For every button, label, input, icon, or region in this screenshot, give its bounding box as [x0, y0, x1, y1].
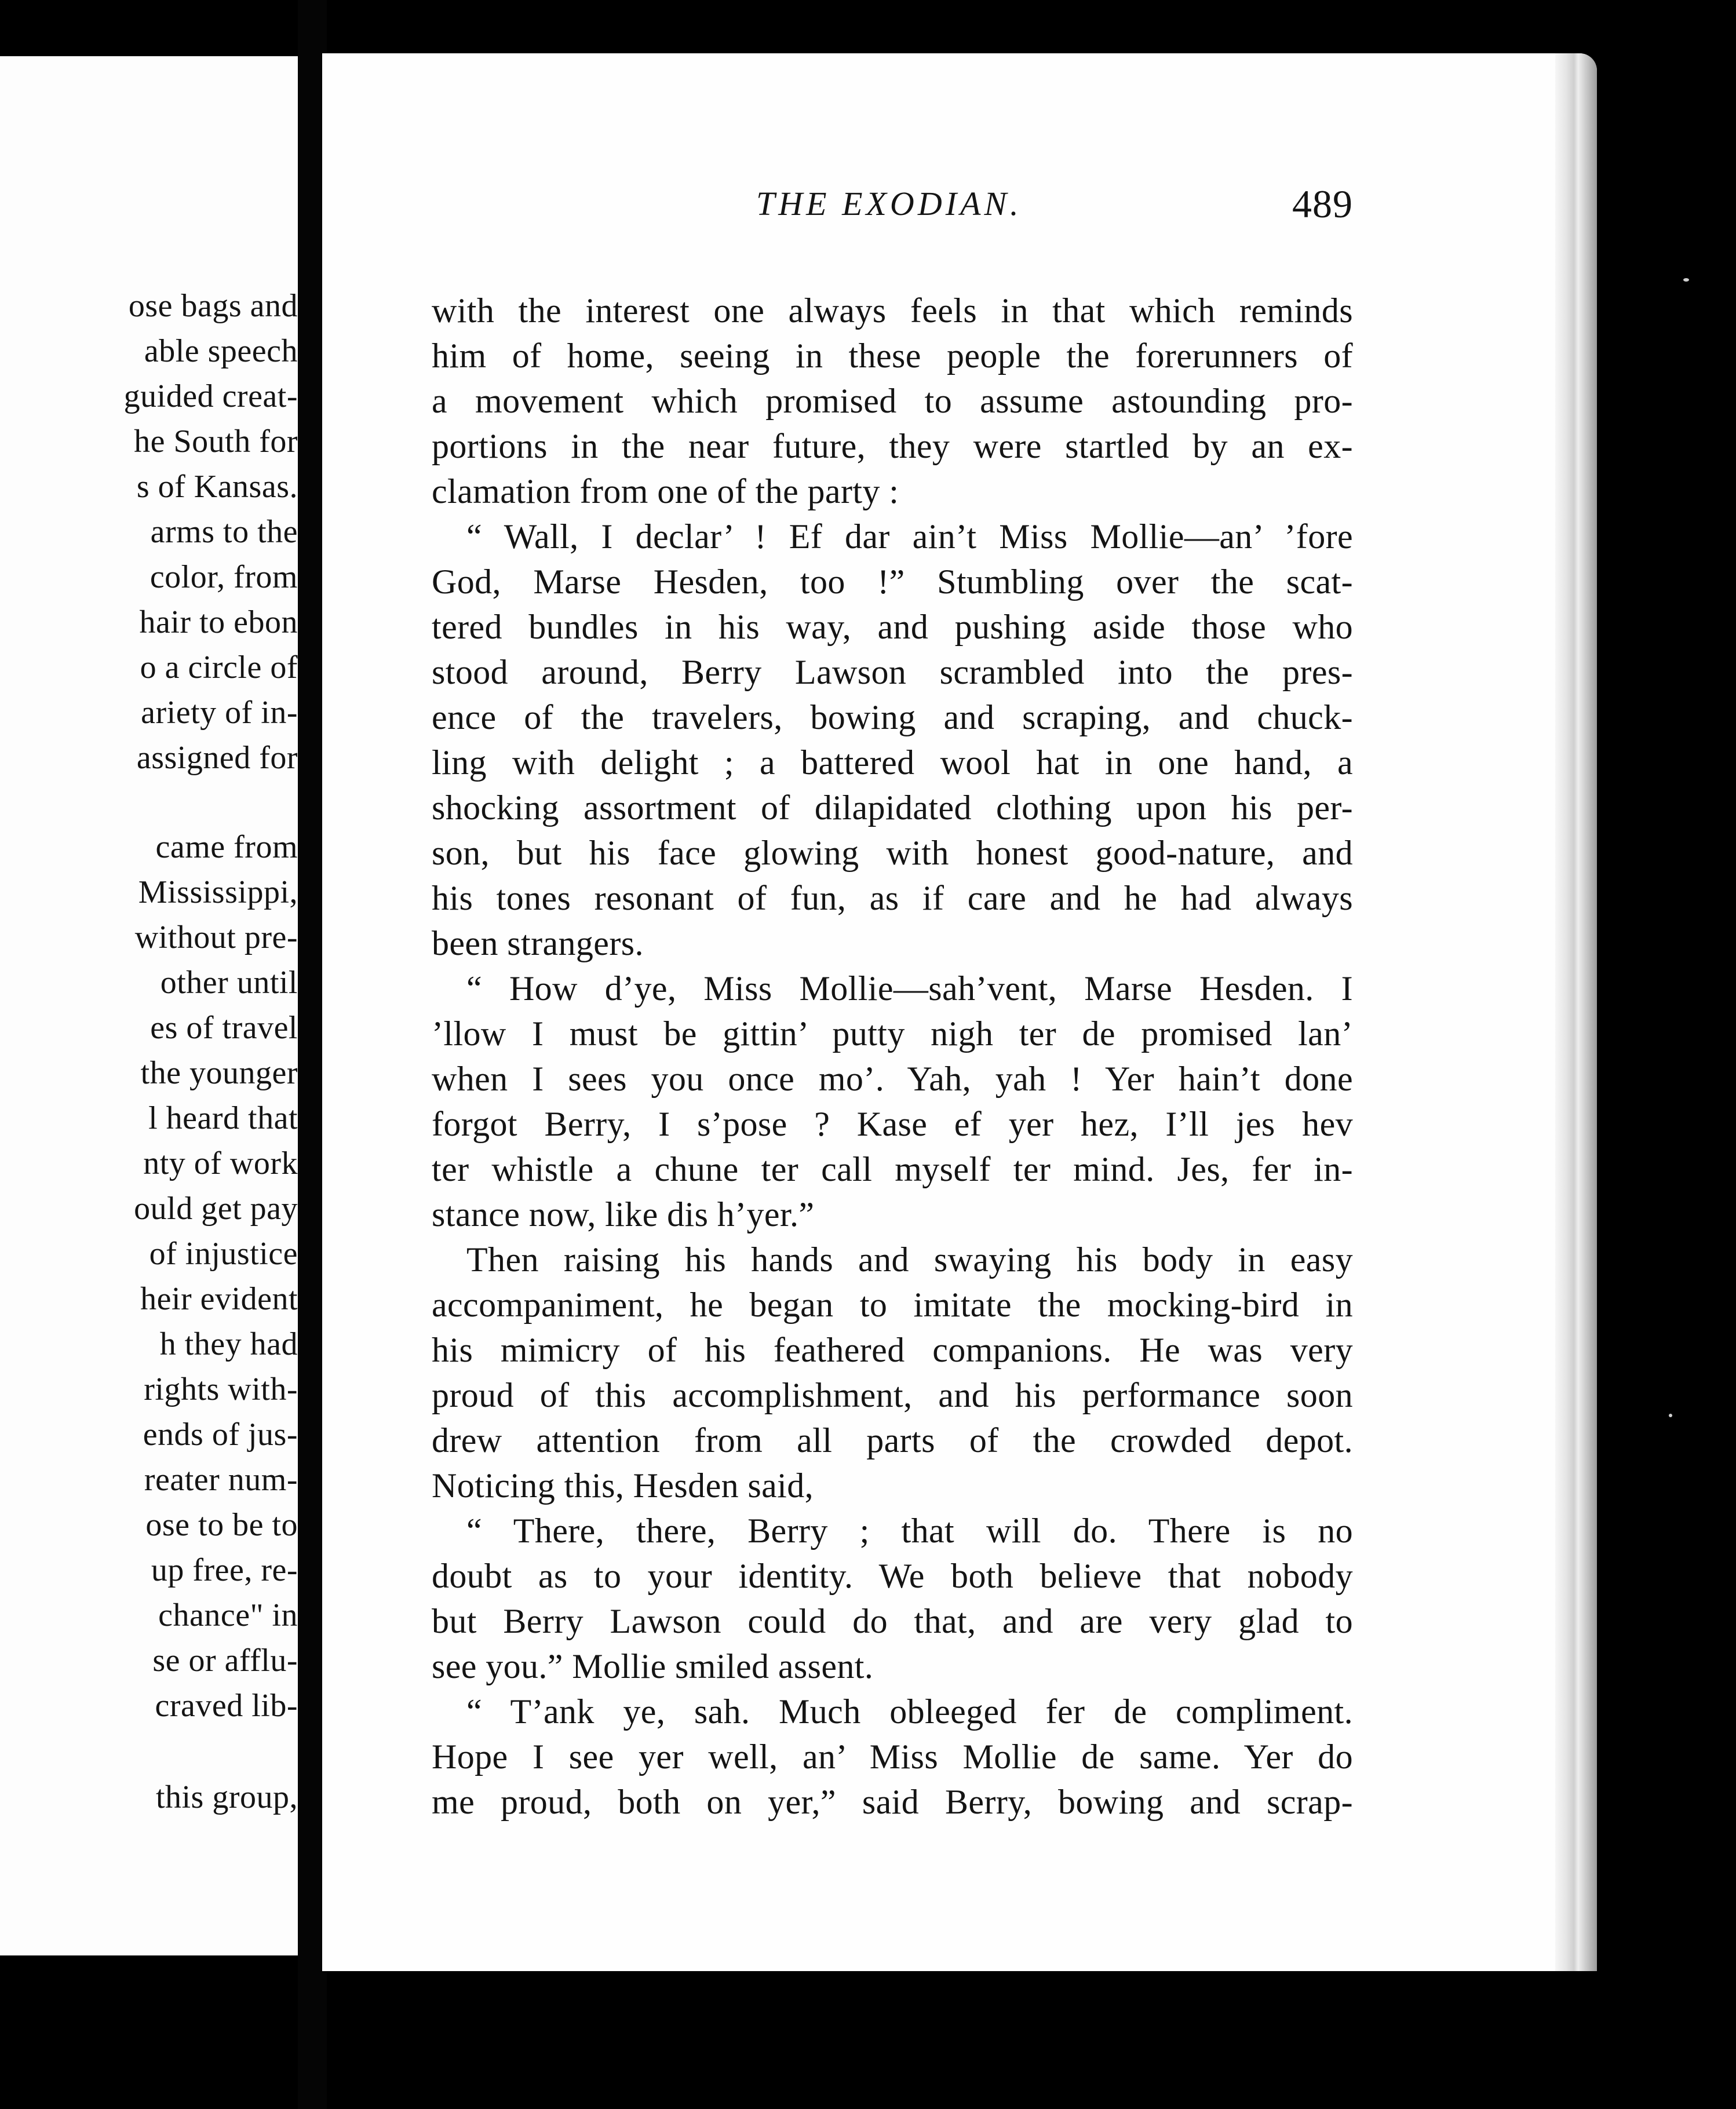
- text-line: doubt as to your identity. We both believe that nobody: [432, 1557, 1353, 1595]
- text-line: accompaniment, he began to imitate the mocking-bird in: [432, 1286, 1353, 1324]
- left-page: [0, 56, 298, 1955]
- scan-speck: [1683, 278, 1689, 282]
- left-line: es of travel: [150, 1010, 298, 1046]
- scan-speck: [1669, 1414, 1672, 1417]
- body-text: [432, 288, 1353, 1825]
- left-line: ariety of in-: [141, 695, 298, 731]
- text-line: “ How d’ye, Miss Mollie—sah’vent, Marse Hesden. I: [466, 969, 1353, 1008]
- text-line: God, Marse Hesden, too !” Stumbling over the scat-: [432, 563, 1353, 601]
- text-line: ’llow I must be gittin’ putty nigh ter de promised lan’: [432, 1015, 1353, 1053]
- left-line: s of Kansas.: [136, 469, 298, 505]
- text-line: son, but his face glowing with honest good-nature, and: [432, 834, 1353, 872]
- text-line: ling with delight ; a battered wool hat in one hand, a: [432, 743, 1353, 782]
- text-line: “ Wall, I declar’ ! Ef dar ain’t Miss Mollie—an’ ’fore: [466, 517, 1353, 556]
- left-line: heir evident: [140, 1281, 298, 1317]
- left-line: arms to the: [150, 514, 298, 550]
- left-line: ends of jus-: [143, 1417, 298, 1453]
- left-line: came from: [155, 829, 298, 865]
- left-line: ose bags and: [128, 288, 298, 324]
- left-line: of injustice: [149, 1236, 298, 1272]
- left-line: se or afflu-: [152, 1643, 298, 1679]
- left-line: he South for: [134, 424, 298, 459]
- page-number: 489: [1292, 182, 1353, 226]
- left-line: l heard that: [148, 1100, 298, 1136]
- text-line: clamation from one of the party :: [432, 472, 899, 510]
- left-line-blank: [0, 1728, 298, 1775]
- left-line: without pre-: [134, 920, 298, 955]
- text-line: stance now, like dis h’yer.”: [432, 1195, 815, 1234]
- text-line: “ There, there, Berry ; that will do. There is no: [466, 1512, 1353, 1550]
- left-line: reater num-: [144, 1462, 298, 1498]
- left-line: o a circle of: [140, 650, 298, 685]
- text-line: his tones resonant of fun, as if care and he had always: [432, 879, 1353, 917]
- text-line: stood around, Berry Lawson scrambled into the pres-: [432, 653, 1353, 691]
- text-line: with the interest one always feels in that which reminds: [432, 291, 1353, 330]
- left-line: Mississippi,: [138, 874, 298, 910]
- left-line: this group,: [155, 1779, 298, 1815]
- left-line: hair to ebon: [139, 604, 298, 640]
- text-line: Hope I see yer well, an’ Miss Mollie de same. Yer do: [432, 1738, 1353, 1776]
- page-fore-edge: [1555, 53, 1597, 1971]
- text-line: his mimicry of his feathered companions. He was very: [432, 1331, 1353, 1369]
- text-line: when I sees you once mo’. Yah, yah ! Yer hain’t done: [432, 1060, 1353, 1098]
- left-line-blank: [0, 780, 298, 824]
- text-line: drew attention from all parts of the crowded depot.: [432, 1421, 1353, 1459]
- text-line: proud of this accomplishment, and his performance soon: [432, 1376, 1353, 1414]
- left-line: other until: [160, 965, 298, 1001]
- left-line: craved lib-: [155, 1688, 298, 1724]
- text-line: me proud, both on yer,” said Berry, bowing and scrap-: [432, 1783, 1353, 1821]
- text-line: ter whistle a chune ter call myself ter mind. Jes, fer in-: [432, 1150, 1353, 1188]
- text-line: “ T’ank ye, sah. Much obleeged fer de compliment.: [466, 1692, 1353, 1731]
- left-line: color, from: [149, 559, 298, 595]
- text-line: Then raising his hands and swaying his body in easy: [466, 1240, 1353, 1279]
- left-line: chance" in: [158, 1597, 298, 1633]
- text-line: been strangers.: [432, 924, 644, 962]
- left-line: assigned for: [136, 740, 298, 776]
- left-line: guided creat-: [123, 378, 298, 414]
- left-line: ould get pay: [134, 1191, 298, 1227]
- left-line: ose to be to: [145, 1507, 298, 1543]
- left-line: nty of work: [143, 1145, 298, 1181]
- running-head: [432, 178, 1353, 230]
- left-line: up free, re-: [151, 1552, 298, 1588]
- left-line: rights with-: [144, 1371, 298, 1407]
- text-line: Noticing this, Hesden said,: [432, 1466, 814, 1505]
- text-line: ence of the travelers, bowing and scraping, and chuck-: [432, 698, 1353, 736]
- text-line: tered bundles in his way, and pushing aside those who: [432, 608, 1353, 646]
- running-title: THE EXODIAN.: [756, 185, 1022, 222]
- text-line: portions in the near future, they were startled by an ex-: [432, 427, 1353, 465]
- left-line: the younger: [140, 1055, 298, 1091]
- text-line: shocking assortment of dilapidated clothing upon his per-: [432, 789, 1353, 827]
- left-line: able speech: [144, 333, 298, 369]
- left-line: h they had: [159, 1326, 298, 1362]
- left-page-text: [0, 283, 298, 1820]
- text-line: see you.” Mollie smiled assent.: [432, 1647, 874, 1685]
- text-line: a movement which promised to assume astounding pro-: [432, 382, 1353, 420]
- text-line: him of home, seeing in these people the forerunners of: [432, 337, 1353, 375]
- text-line: but Berry Lawson could do that, and are very glad to: [432, 1602, 1353, 1640]
- text-line: forgot Berry, I s’pose ? Kase ef yer hez, I’ll jes hev: [432, 1105, 1353, 1143]
